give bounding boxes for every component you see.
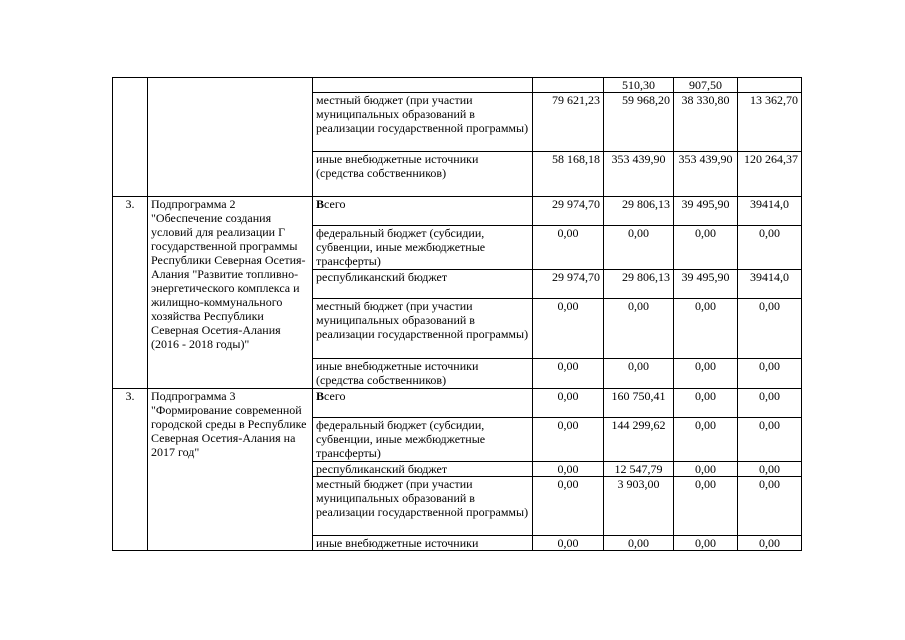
value-cell: 0,00 [674, 418, 738, 462]
value-cell: 0,00 [533, 477, 604, 536]
source-cell [313, 78, 533, 93]
value-cell: 0,00 [533, 536, 604, 551]
source-cell: иные внебюджетные источники (средства собственников) [313, 152, 533, 197]
value-cell: 0,00 [738, 477, 802, 536]
source-cell: федеральный бюджет (субсидии, субвенции, иные межбюджетные трансферты) [313, 418, 533, 462]
value-cell: 0,00 [533, 359, 604, 389]
value-cell: 0,00 [604, 359, 674, 389]
value-cell: 0,00 [604, 299, 674, 359]
value-cell: 160 750,41 [604, 389, 674, 418]
value-cell: 29 806,13 [604, 197, 674, 226]
value-cell: 0,00 [674, 299, 738, 359]
source-cell: иные внебюджетные источники [313, 536, 533, 551]
value-cell: 0,00 [674, 359, 738, 389]
value-cell: 0,00 [674, 226, 738, 270]
value-cell: 0,00 [604, 226, 674, 270]
value-cell: 0,00 [738, 536, 802, 551]
source-total-initial: В [316, 389, 325, 403]
source-cell: местный бюджет (при участии муниципальных образований в реализации государственной программы) [313, 477, 533, 536]
source-cell: республиканский бюджет [313, 462, 533, 477]
value-cell: 79 621,23 [533, 93, 604, 152]
value-cell: 58 168,18 [533, 152, 604, 197]
source-cell: федеральный бюджет (субсидии, субвенции, иные межбюджетные трансферты) [313, 226, 533, 270]
value-cell: 0,00 [674, 477, 738, 536]
source-cell: иные внебюджетные источники (средства собственников) [313, 359, 533, 389]
value-cell: 0,00 [674, 389, 738, 418]
value-cell: 144 299,62 [604, 418, 674, 462]
subprogram-title: Подпрограмма 2 "Обеспечение создания условий для реализации Г государственной программы Республики Северная Осетия-Алания "Развитие топливно-энергетического комплекса и жилищно-коммунального хозяйства Республики Северная Осетия-Алания (2016 - 2018 годы)" [148, 197, 313, 389]
value-cell: 0,00 [738, 462, 802, 477]
value-cell: 13 362,70 [738, 93, 802, 152]
value-cell: 0,00 [738, 389, 802, 418]
value-cell: 0,00 [533, 462, 604, 477]
table-row [113, 197, 802, 226]
value-cell: 0,00 [738, 418, 802, 462]
value-cell: 120 264,37 [738, 152, 802, 197]
value-cell: 0,00 [604, 536, 674, 551]
value-cell: 353 439,90 [604, 152, 674, 197]
value-cell: 29 974,70 [533, 197, 604, 226]
value-cell: 59 968,20 [604, 93, 674, 152]
value-cell: 29 974,70 [533, 270, 604, 299]
value-cell: 39 495,90 [674, 270, 738, 299]
budget-table [112, 77, 802, 551]
source-total-rest: сего [324, 197, 346, 211]
value-cell: 39414,0 [738, 197, 802, 226]
value-cell: 907,50 [674, 78, 738, 93]
source-cell: республиканский бюджет [313, 270, 533, 299]
title-cell [148, 78, 313, 197]
value-cell: 38 330,80 [674, 93, 738, 152]
value-cell: 39414,0 [738, 270, 802, 299]
num-cell [113, 78, 148, 197]
value-cell: 0,00 [738, 359, 802, 389]
source-cell: местный бюджет (при участии муниципальных образований в реализации государственной программы) [313, 299, 533, 359]
subprogram-number: 3. [113, 389, 148, 551]
source-cell [313, 197, 533, 226]
value-cell: 0,00 [533, 389, 604, 418]
value-cell: 39 495,90 [674, 197, 738, 226]
value-cell: 0,00 [674, 536, 738, 551]
value-cell: 12 547,79 [604, 462, 674, 477]
subprogram-number: 3. [113, 197, 148, 389]
value-cell: 29 806,13 [604, 270, 674, 299]
value-cell: 353 439,90 [674, 152, 738, 197]
value-cell: 0,00 [738, 226, 802, 270]
value-cell: 0,00 [533, 226, 604, 270]
value-cell: 0,00 [533, 299, 604, 359]
source-cell [313, 389, 533, 418]
source-total-initial: В [316, 197, 325, 211]
table-row [113, 78, 802, 93]
value-cell [533, 78, 604, 93]
value-cell: 0,00 [738, 299, 802, 359]
source-cell: местный бюджет (при участии муниципальных образований в реализации государственной программы) [313, 93, 533, 152]
value-cell: 0,00 [674, 462, 738, 477]
value-cell [738, 78, 802, 93]
source-total-rest: сего [324, 389, 346, 403]
subprogram-title: Подпрограмма 3 "Формирование современной городской среды в Республике Северная Осетия-Алания на 2017 год" [148, 389, 313, 551]
value-cell: 3 903,00 [604, 477, 674, 536]
table-row [113, 389, 802, 418]
value-cell: 0,00 [533, 418, 604, 462]
value-cell: 510,30 [604, 78, 674, 93]
